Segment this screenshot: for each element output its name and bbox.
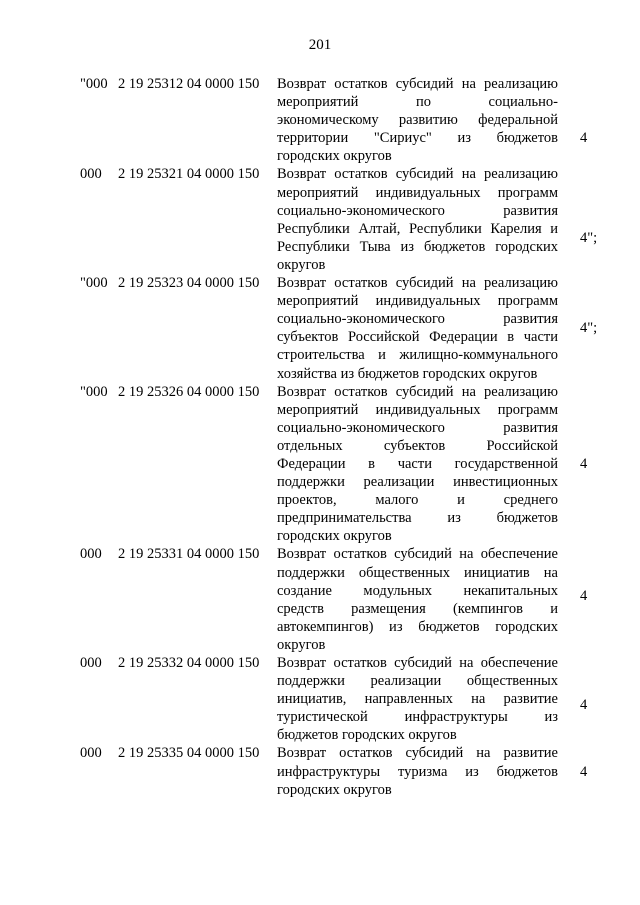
income-description: [277, 654, 558, 744]
description-line: Возврат остатков субсидий на реализацию: [277, 76, 558, 92]
income-description: [277, 545, 558, 654]
budget-classification-code: 2 19 25323 04 0000 150: [118, 275, 260, 292]
income-description: [277, 744, 558, 798]
budget-classification-code: 2 19 25326 04 0000 150: [118, 383, 260, 400]
table-row: [0, 274, 640, 383]
description-line: Возврат остатков субсидий на реализацию: [277, 166, 558, 183]
description-line: мероприятий индивидуальных программ: [277, 293, 558, 310]
admin-code: 000: [80, 546, 102, 563]
regulation-value: 4: [580, 696, 588, 713]
budget-classification-code: 2 19 25312 04 0000 150: [118, 76, 260, 92]
admin-code: 000: [80, 166, 102, 183]
description-line: отдельных субъектов Российской: [277, 437, 558, 454]
budget-classification-code: 2 19 25332 04 0000 150: [118, 655, 260, 671]
description-line: городских округов: [277, 148, 392, 165]
description-line: туристической инфраструктуры из: [277, 709, 558, 726]
description-line: городских округов: [277, 528, 392, 545]
description-line: социально-экономического развития: [277, 202, 558, 219]
table-row: [0, 744, 640, 798]
table-row: [0, 75, 640, 165]
description-line: Возврат остатков субсидий на обеспечение: [277, 655, 558, 671]
description-line: городских округов: [277, 781, 392, 798]
description-line: поддержки общественных инициатив на: [277, 564, 558, 581]
description-line: Возврат остатков субсидий на развитие: [277, 745, 558, 762]
budget-classification-code: 2 19 25321 04 0000 150: [118, 166, 260, 183]
description-line: средств размещения (кемпингов и: [277, 600, 558, 617]
budget-classification-code: 2 19 25331 04 0000 150: [118, 546, 260, 563]
description-line: социально-экономического развития: [277, 419, 558, 436]
description-line: округов: [277, 256, 326, 273]
description-line: поддержки реализации инвестиционных: [277, 474, 558, 491]
description-line: хозяйства из бюджетов городских округов: [277, 365, 538, 382]
description-line: бюджетов городских округов: [277, 727, 457, 744]
budget-classification-code: 2 19 25335 04 0000 150: [118, 745, 260, 762]
income-description: [277, 383, 558, 546]
description-line: мероприятий индивидуальных программ: [277, 184, 558, 201]
regulation-value: 4";: [580, 320, 598, 337]
description-line: инфраструктуры туризма из бюджетов: [277, 763, 558, 780]
description-line: субъектов Российской Федерации в части: [277, 329, 558, 346]
description-line: создание модульных некапитальных: [277, 582, 558, 599]
admin-code: 000: [80, 745, 102, 762]
description-line: мероприятий по социально-: [277, 94, 558, 111]
regulation-value: 4: [580, 763, 588, 780]
description-line: экономическому развитию федеральной: [277, 112, 558, 129]
income-description: [277, 274, 558, 383]
admin-code: "000: [80, 383, 108, 400]
description-line: мероприятий индивидуальных программ: [277, 401, 558, 418]
table-row: [0, 654, 640, 744]
description-line: Республики Алтай, Республики Карелия и: [277, 220, 558, 237]
description-line: строительства и жилищно-коммунального: [277, 347, 558, 364]
description-line: предпринимательства из бюджетов: [277, 510, 558, 527]
income-description: [277, 75, 558, 165]
description-line: Возврат остатков субсидий на обеспечение: [277, 546, 558, 563]
description-line: территории "Сириус" из бюджетов: [277, 130, 558, 147]
regulation-value: 4: [580, 588, 588, 605]
description-line: поддержки реализации общественных: [277, 673, 558, 690]
description-line: округов: [277, 636, 326, 653]
income-description: [277, 165, 558, 274]
budget-codes-table: [0, 75, 640, 799]
description-line: Возврат остатков субсидий на реализацию: [277, 275, 558, 292]
description-line: Возврат остатков субсидий на реализацию: [277, 383, 558, 400]
description-line: Республики Тыва из бюджетов городских: [277, 238, 558, 255]
table-row: [0, 383, 640, 546]
admin-code: "000: [80, 275, 108, 292]
description-line: автокемпингов) из бюджетов городских: [277, 618, 558, 635]
regulation-value: 4: [580, 130, 588, 147]
admin-code: "000: [80, 76, 108, 92]
regulation-value: 4: [580, 455, 588, 472]
description-line: Федерации в части государственной: [277, 455, 558, 472]
page-number: 201: [308, 37, 332, 53]
regulation-value: 4";: [580, 229, 598, 246]
table-row: [0, 165, 640, 274]
description-line: инициатив, направленных на развитие: [277, 691, 558, 708]
description-line: проектов, малого и среднего: [277, 492, 558, 509]
description-line: социально-экономического развития: [277, 311, 558, 328]
table-row: [0, 545, 640, 654]
admin-code: 000: [80, 655, 102, 671]
